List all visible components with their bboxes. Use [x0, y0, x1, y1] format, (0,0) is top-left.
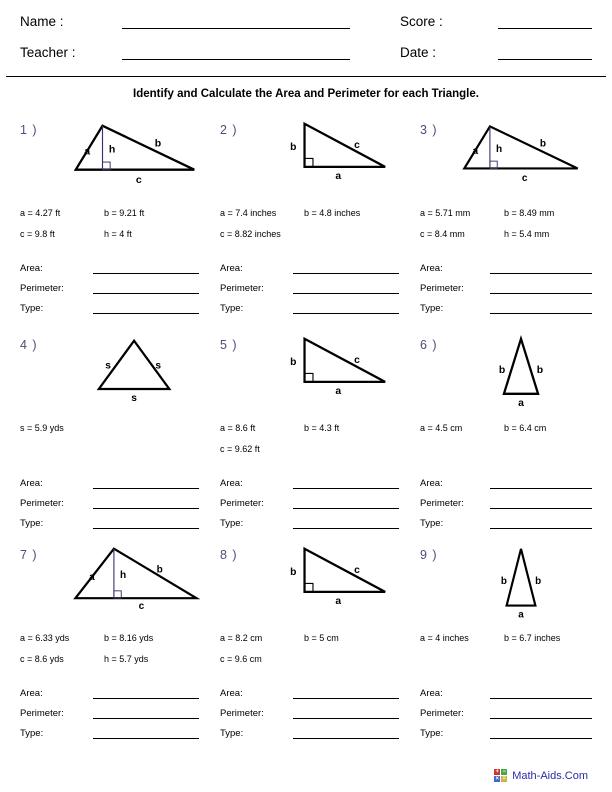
- measurements: [20, 208, 220, 254]
- measurement: c = 8.6 yds: [20, 654, 64, 664]
- problem-4: [20, 331, 220, 541]
- side-label-a: a: [518, 398, 524, 410]
- side-label-a: a: [84, 145, 91, 158]
- score-label: Score :: [400, 14, 443, 29]
- problem-number: 8 ): [220, 548, 238, 562]
- isosceles-triangle-figure: [483, 335, 559, 409]
- area-label: Area:: [20, 478, 43, 489]
- side-label-b-right: b: [535, 576, 542, 587]
- area-label: Area:: [420, 263, 443, 274]
- side-label-s-left: s: [105, 360, 111, 372]
- header-row-2: [20, 45, 592, 60]
- side-label-b-right: b: [536, 364, 544, 376]
- figure-wrap: [50, 335, 220, 404]
- type-blank-line: [293, 300, 399, 314]
- answers: [420, 469, 592, 529]
- logo-times-square: ×: [495, 776, 499, 782]
- perimeter-label: Perimeter:: [420, 283, 464, 294]
- measurement: s = 5.9 yds: [20, 423, 64, 433]
- measurement: h = 4 ft: [104, 229, 132, 239]
- name-blank-line: [122, 14, 350, 29]
- measurement: b = 8.16 yds: [104, 633, 154, 643]
- side-label-a: a: [335, 386, 342, 398]
- perimeter-label: Perimeter:: [220, 283, 264, 294]
- problem-3: [420, 116, 592, 331]
- problem-number: 7 ): [20, 548, 38, 562]
- side-label-b: b: [290, 142, 297, 153]
- type-label: Type:: [220, 303, 244, 314]
- side-label-c: c: [138, 601, 145, 613]
- area-label: Area:: [220, 688, 243, 699]
- brand-text: Math-Aids.Com: [512, 769, 588, 782]
- triangle-outline: [76, 126, 195, 170]
- side-label-b: b: [154, 137, 162, 150]
- measurement: b = 9.21 ft: [104, 208, 145, 218]
- type-blank-line: [93, 300, 199, 314]
- problem-9: [420, 541, 592, 741]
- area-blank-line: [490, 685, 592, 699]
- problem-number: 4 ): [20, 338, 38, 352]
- side-label-c: c: [521, 173, 528, 185]
- problem-8: [220, 541, 420, 741]
- area-label: Area:: [420, 688, 443, 699]
- answers: [220, 679, 420, 739]
- measurement: b = 5 cm: [304, 633, 339, 643]
- area-blank-line: [293, 475, 399, 489]
- type-blank-line: [93, 725, 199, 739]
- problem-number: 1 ): [20, 123, 38, 137]
- type-label: Type:: [20, 303, 44, 314]
- side-label-a: a: [335, 171, 342, 183]
- problem-number: 9 ): [420, 548, 438, 562]
- teacher-label: Teacher :: [20, 45, 76, 60]
- area-blank-line: [490, 475, 592, 489]
- problem-1: [20, 116, 220, 331]
- type-blank-line: [293, 515, 399, 529]
- side-label-b: b: [290, 357, 297, 368]
- header-divider: [6, 76, 606, 77]
- measurement: a = 7.4 inches: [220, 208, 277, 218]
- answers: [420, 254, 592, 314]
- right-triangle-figure: [275, 545, 395, 608]
- problem-number: 3 ): [420, 123, 438, 137]
- measurement: c = 9.62 ft: [220, 444, 260, 454]
- measurement: a = 4 inches: [420, 633, 469, 643]
- perimeter-label: Perimeter:: [20, 283, 64, 294]
- type-label: Type:: [420, 518, 444, 529]
- footer-brand: [494, 769, 588, 782]
- measurement: c = 9.6 cm: [220, 654, 262, 664]
- height-label: h: [108, 143, 116, 156]
- date-blank-line: [498, 45, 592, 60]
- side-label-c: c: [354, 355, 360, 367]
- side-label-c: c: [354, 140, 360, 152]
- measurements: [20, 633, 220, 679]
- logo-minus-square: −: [502, 769, 506, 775]
- side-label-b-left: b: [500, 576, 507, 587]
- area-blank-line: [293, 685, 399, 699]
- area-label: Area:: [220, 263, 243, 274]
- type-blank-line: [490, 300, 592, 314]
- triangle-outline: [305, 339, 386, 382]
- perimeter-blank-line: [93, 495, 199, 509]
- problem-6: [420, 331, 592, 541]
- perimeter-label: Perimeter:: [20, 708, 64, 719]
- type-label: Type:: [220, 518, 244, 529]
- perimeter-label: Perimeter:: [20, 498, 64, 509]
- perimeter-blank-line: [490, 705, 592, 719]
- area-label: Area:: [420, 478, 443, 489]
- measurement: a = 4.5 cm: [420, 423, 463, 433]
- measurement: b = 4.8 inches: [304, 208, 361, 218]
- measurement: b = 8.49 mm: [504, 208, 555, 218]
- triangle-outline: [507, 549, 536, 606]
- measurement: h = 5.7 yds: [104, 654, 149, 664]
- figure-wrap: [250, 335, 420, 398]
- problem-7: [20, 541, 220, 741]
- perimeter-blank-line: [293, 705, 399, 719]
- measurement: c = 8.82 inches: [220, 229, 281, 239]
- scalene-triangle-figure: [66, 545, 204, 611]
- measurement: h = 5.4 mm: [504, 229, 550, 239]
- measurements: [420, 423, 592, 469]
- measurement: a = 8.6 ft: [220, 423, 256, 433]
- side-label-s-bottom: s: [131, 393, 137, 405]
- type-label: Type:: [220, 728, 244, 739]
- type-label: Type:: [20, 728, 44, 739]
- area-label: Area:: [20, 263, 43, 274]
- area-blank-line: [490, 260, 592, 274]
- figure-wrap: [250, 545, 420, 608]
- measurements: [220, 633, 420, 679]
- triangle-outline: [504, 339, 538, 394]
- type-blank-line: [293, 725, 399, 739]
- measurements: [220, 423, 420, 469]
- problem-number: 2 ): [220, 123, 238, 137]
- measurement: c = 9.8 ft: [20, 229, 55, 239]
- perimeter-label: Perimeter:: [220, 708, 264, 719]
- teacher-blank-line: [122, 45, 350, 60]
- scalene-triangle-figure: [68, 120, 202, 185]
- date-label: Date :: [400, 45, 437, 60]
- math-aids-logo-icon: [494, 769, 507, 782]
- side-label-b: b: [290, 567, 297, 578]
- logo-plus-square: +: [495, 769, 499, 775]
- perimeter-blank-line: [490, 280, 592, 294]
- triangle-outline: [305, 549, 386, 592]
- isosceles-triangle-figure: [485, 545, 557, 623]
- side-label-s-right: s: [155, 360, 162, 372]
- page-title: Identify and Calculate the Area and Perimeter for each Triangle.: [133, 88, 479, 100]
- measurements: [220, 208, 420, 254]
- triangle-outline: [305, 124, 386, 167]
- problem-number: 5 ): [220, 338, 238, 352]
- perimeter-label: Perimeter:: [420, 498, 464, 509]
- type-blank-line: [490, 725, 592, 739]
- measurement: a = 8.2 cm: [220, 633, 263, 643]
- height-label: h: [495, 144, 503, 155]
- logo-equals-square: =: [502, 776, 506, 782]
- worksheet-header: [0, 0, 612, 60]
- side-label-b: b: [539, 138, 547, 150]
- measurement: b = 6.4 cm: [504, 423, 547, 433]
- side-label-a: a: [472, 145, 479, 157]
- type-blank-line: [93, 515, 199, 529]
- right-angle-marker: [305, 373, 313, 381]
- equilateral-triangle-figure: [84, 335, 186, 404]
- answers: [220, 254, 420, 314]
- answers: [20, 679, 220, 739]
- figure-wrap: [450, 335, 592, 409]
- measurement: b = 6.7 inches: [504, 633, 561, 643]
- measurement: a = 5.71 mm: [420, 208, 471, 218]
- measurements: [420, 633, 592, 679]
- right-triangle-figure: [276, 120, 394, 183]
- perimeter-label: Perimeter:: [220, 498, 264, 509]
- measurement: b = 4.3 ft: [304, 423, 340, 433]
- score-blank-line: [498, 14, 592, 29]
- measurement: a = 6.33 yds: [20, 633, 70, 643]
- side-label-c: c: [354, 565, 360, 577]
- scalene-triangle-figure: [457, 120, 585, 184]
- perimeter-blank-line: [490, 495, 592, 509]
- area-blank-line: [93, 260, 199, 274]
- area-label: Area:: [20, 688, 43, 699]
- problem-number: 6 ): [420, 338, 438, 352]
- right-triangle-figure: [275, 335, 395, 398]
- problems-grid: [20, 116, 598, 741]
- problem-5: [220, 331, 420, 541]
- measurements: [420, 208, 592, 254]
- side-label-c: c: [135, 174, 142, 187]
- answers: [20, 469, 220, 529]
- type-label: Type:: [420, 728, 444, 739]
- perimeter-label: Perimeter:: [420, 708, 464, 719]
- figure-wrap: [450, 120, 592, 184]
- figure-wrap: [50, 120, 220, 185]
- area-blank-line: [93, 685, 199, 699]
- type-label: Type:: [420, 303, 444, 314]
- side-label-b: b: [156, 564, 163, 576]
- perimeter-blank-line: [293, 280, 399, 294]
- perimeter-blank-line: [293, 495, 399, 509]
- triangle-outline: [464, 126, 577, 168]
- side-label-a: a: [335, 596, 342, 608]
- measurement: c = 8.4 mm: [420, 229, 465, 239]
- answers: [20, 254, 220, 314]
- figure-wrap: [250, 120, 420, 183]
- type-blank-line: [490, 515, 592, 529]
- area-blank-line: [293, 260, 399, 274]
- measurements: [20, 423, 220, 469]
- area-label: Area:: [220, 478, 243, 489]
- problem-2: [220, 116, 420, 331]
- type-label: Type:: [20, 518, 44, 529]
- figure-wrap: [450, 545, 592, 623]
- side-label-a: a: [89, 571, 95, 583]
- perimeter-blank-line: [93, 280, 199, 294]
- right-angle-marker: [305, 583, 313, 591]
- side-label-a: a: [518, 609, 524, 621]
- area-blank-line: [93, 475, 199, 489]
- height-label: h: [120, 570, 127, 581]
- answers: [220, 469, 420, 529]
- answers: [420, 679, 592, 739]
- side-label-b-left: b: [498, 364, 506, 376]
- perimeter-blank-line: [93, 705, 199, 719]
- name-label: Name :: [20, 14, 64, 29]
- right-angle-marker: [114, 591, 121, 598]
- header-row-1: [20, 14, 592, 29]
- right-angle-marker: [305, 158, 313, 166]
- measurement: a = 4.27 ft: [20, 208, 61, 218]
- figure-wrap: [50, 545, 220, 611]
